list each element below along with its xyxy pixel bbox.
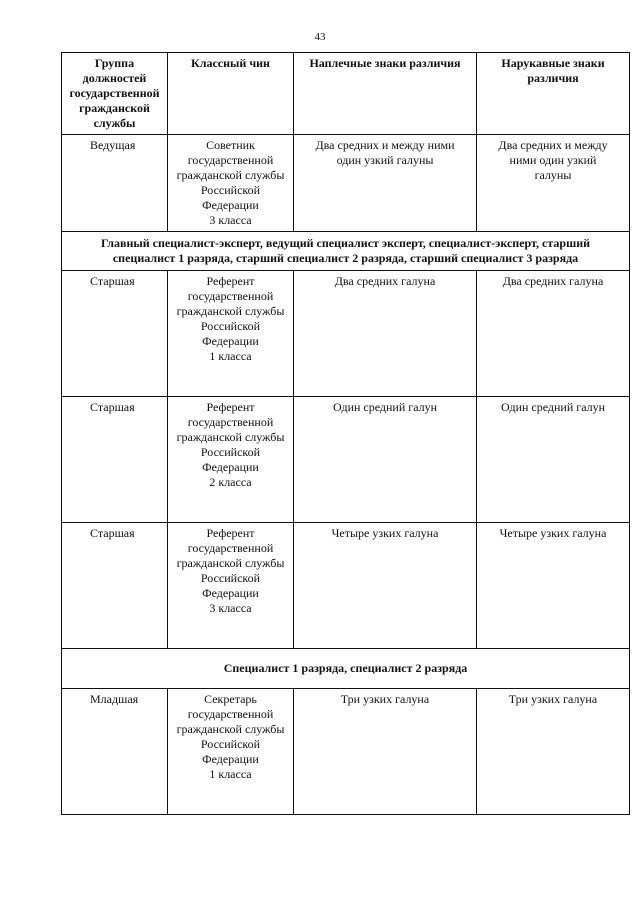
header-shoulder: Наплечные знаки различия — [294, 53, 477, 135]
table-row — [62, 271, 630, 397]
header-sleeve-line: различия — [527, 71, 579, 85]
rank-line: 2 класса — [209, 475, 252, 489]
shoulder-line: Два средних и между ними — [315, 138, 455, 152]
header-sleeve — [477, 53, 630, 135]
rank-line: Секретарь — [204, 692, 257, 706]
section-row — [62, 649, 630, 689]
page-number: 43 — [314, 31, 326, 43]
cell-shoulder: Четыре узких галуна — [294, 523, 477, 649]
shoulder-line: один узкий галуны — [336, 153, 434, 167]
header-group-line: службы — [93, 116, 136, 130]
rank-line: Федерации — [202, 334, 259, 348]
cell-rank — [168, 523, 294, 649]
section-specialist: Специалист 1 разряда, специалист 2 разряда — [62, 649, 630, 689]
section-senior — [62, 232, 630, 271]
table-row — [62, 135, 630, 232]
cell-rank — [168, 271, 294, 397]
cell-shoulder: Два средних галуна — [294, 271, 477, 397]
rank-line: 1 класса — [209, 349, 252, 363]
rank-line: государственной — [187, 153, 274, 167]
rank-line: Референт — [206, 400, 255, 414]
cell-shoulder — [294, 135, 477, 232]
header-sleeve-line: Нарукавные знаки — [501, 56, 605, 70]
cell-rank — [168, 135, 294, 232]
rank-line: гражданской службы — [176, 722, 285, 736]
rank-line: 3 класса — [209, 213, 252, 227]
cell-group: Ведущая — [62, 135, 168, 232]
header-group-line: Группа — [94, 56, 135, 70]
header-rank: Классный чин — [168, 53, 294, 135]
cell-rank — [168, 689, 294, 815]
insignia-table — [61, 52, 630, 815]
cell-group: Старшая — [62, 397, 168, 523]
rank-line: гражданской службы — [176, 168, 285, 182]
rank-line: гражданской службы — [176, 304, 285, 318]
cell-group: Младшая — [62, 689, 168, 815]
rank-line: гражданской службы — [176, 430, 285, 444]
table-row — [62, 397, 630, 523]
rank-line: Федерации — [202, 752, 259, 766]
rank-line: Советник — [206, 138, 255, 152]
cell-sleeve: Три узких галуна — [477, 689, 630, 815]
table-row — [62, 523, 630, 649]
rank-line: Российской — [200, 319, 261, 333]
cell-rank — [168, 397, 294, 523]
header-group-line: государственной — [69, 86, 160, 100]
header-group — [62, 53, 168, 135]
sleeve-line: галуны — [534, 168, 572, 182]
rank-line: гражданской службы — [176, 556, 285, 570]
rank-line: Референт — [206, 274, 255, 288]
rank-line: Российской — [200, 445, 261, 459]
sleeve-line: Два средних и между — [498, 138, 608, 152]
cell-sleeve — [477, 135, 630, 232]
rank-line: государственной — [187, 541, 274, 555]
rank-line: Российской — [200, 571, 261, 585]
section-line: специалист 1 разряда, старший специалист 2 разряда, старший специалист 3 разряда — [112, 251, 579, 265]
table-header-row — [62, 53, 630, 135]
cell-group: Старшая — [62, 523, 168, 649]
header-group-line: должностей — [82, 71, 147, 85]
rank-line: государственной — [187, 415, 274, 429]
cell-shoulder: Один средний галун — [294, 397, 477, 523]
cell-sleeve: Один средний галун — [477, 397, 630, 523]
section-row — [62, 232, 630, 271]
rank-line: государственной — [187, 289, 274, 303]
rank-line: Федерации — [202, 460, 259, 474]
rank-line: Федерации — [202, 586, 259, 600]
rank-line: 1 класса — [209, 767, 252, 781]
rank-line: Федерации — [202, 198, 259, 212]
cell-group: Старшая — [62, 271, 168, 397]
rank-line: Российской — [200, 183, 261, 197]
rank-line: 3 класса — [209, 601, 252, 615]
section-line: Главный специалист-эксперт, ведущий специалист эксперт, специалист-эксперт, старший — [100, 236, 591, 250]
rank-line: государственной — [187, 707, 274, 721]
table-row — [62, 689, 630, 815]
rank-line: Российской — [200, 737, 261, 751]
cell-shoulder: Три узких галуна — [294, 689, 477, 815]
header-group-line: гражданской — [79, 101, 150, 115]
cell-sleeve: Четыре узких галуна — [477, 523, 630, 649]
sleeve-line: ними один узкий — [509, 153, 597, 167]
rank-line: Референт — [206, 526, 255, 540]
cell-sleeve: Два средних галуна — [477, 271, 630, 397]
